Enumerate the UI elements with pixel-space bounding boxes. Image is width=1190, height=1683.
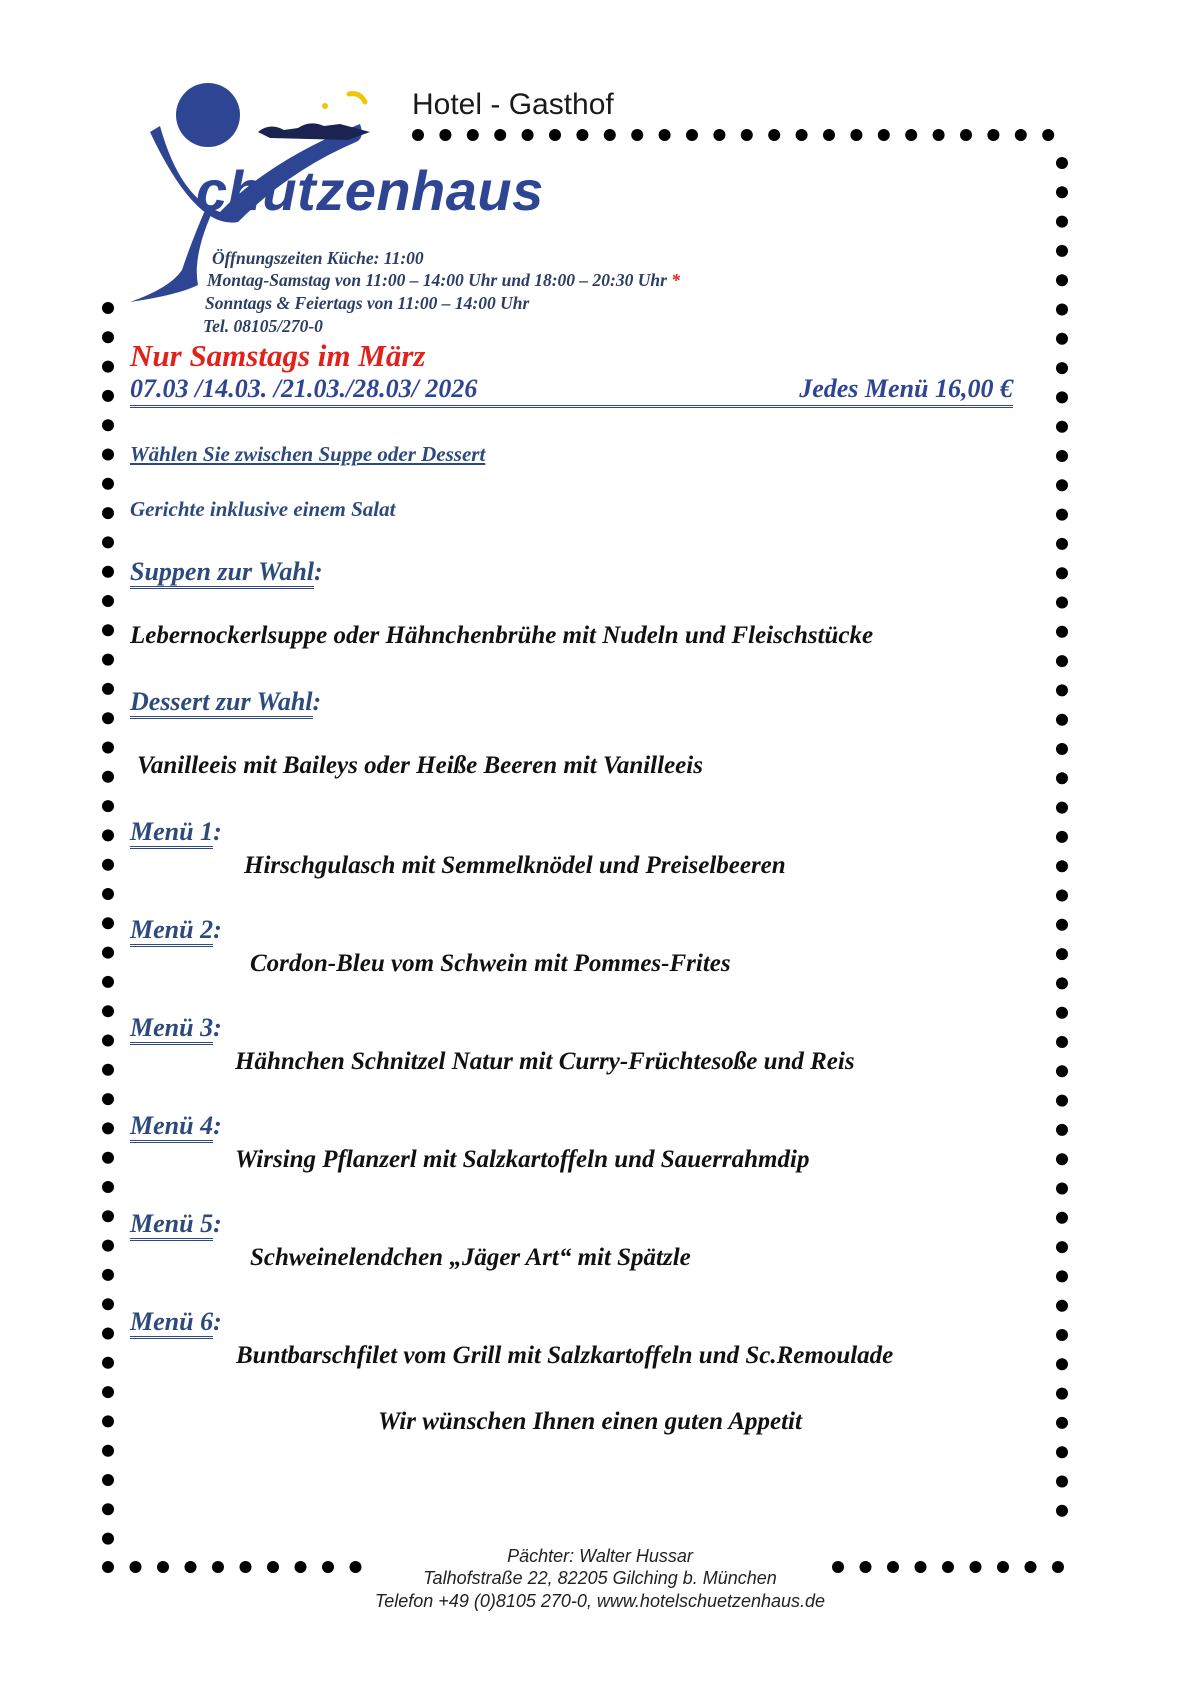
menu-5-heading: Menü 5: xyxy=(130,1209,222,1239)
weekday-hours: Montag-Samstag von 11:00 – 14:00 Uhr und 18:00 – 20:30 Uhr * xyxy=(207,270,681,290)
offer-dates-row xyxy=(130,373,1013,408)
offer-title: Nur Samstags im März xyxy=(130,338,426,373)
salad-note: Gerichte inklusive einem Salat xyxy=(130,497,396,521)
offer-dates: 07.03 /14.03. /21.03./28.03/ 2026 xyxy=(130,374,478,403)
soups-text: Lebernockerlsuppe oder Hähnchenbrühe mit Nudeln und Fleischstücke xyxy=(130,622,874,649)
menu-6-heading: Menü 6: xyxy=(130,1307,222,1337)
header-phone: Tel. 08105/270-0 xyxy=(203,316,323,336)
asterisk-mark: * xyxy=(671,270,681,290)
brand-name: chützenhaus xyxy=(196,159,544,222)
choice-note: Wählen Sie zwischen Suppe oder Dessert xyxy=(130,442,486,466)
hotel-gasthof-label: Hotel - Gasthof xyxy=(412,88,614,121)
desserts-text: Vanilleeis mit Baileys oder Heiße Beeren mit Vanilleeis xyxy=(137,752,703,779)
menu-2-heading: Menü 2: xyxy=(130,915,222,945)
menu-4-dish: Wirsing Pflanzerl mit Salzkartoffeln und Sauerrahmdip xyxy=(235,1146,810,1173)
offer-price: Jedes Menü 16,00 € xyxy=(799,374,1013,403)
menu-5-dish: Schweinelendchen „Jäger Art“ mit Spätzle xyxy=(250,1244,691,1271)
menu-6-dish: Buntbarschfilet vom Grill mit Salzkartoffeln und Sc.Remoulade xyxy=(236,1342,894,1369)
menu-4-heading: Menü 4: xyxy=(130,1111,222,1141)
kitchen-hours: Öffnungszeiten Küche: 11:00 xyxy=(212,248,424,268)
menu-3-heading: Menü 3: xyxy=(130,1013,222,1043)
menu-1-dish: Hirschgulasch mit Semmelknödel und Preiselbeeren xyxy=(244,852,786,879)
menu-2-dish: Cordon-Bleu vom Schwein mit Pommes-Frites xyxy=(250,950,731,977)
footer-address: Talhofstraße 22, 82205 Gilching b. München xyxy=(423,1568,777,1588)
footer-lessee: Pächter: Walter Hussar xyxy=(507,1546,693,1566)
soups-heading: Suppen zur Wahl: xyxy=(130,557,323,587)
closing-wish: Wir wünschen Ihnen einen guten Appetit xyxy=(378,1408,802,1435)
menu-3-dish: Hähnchen Schnitzel Natur mit Curry-Früchtesoße und Reis xyxy=(235,1048,855,1075)
menu-1-heading: Menü 1: xyxy=(130,817,222,847)
sunday-hours: Sonntags & Feiertags von 11:00 – 14:00 Uhr xyxy=(205,293,530,313)
desserts-heading: Dessert zur Wahl: xyxy=(130,687,321,717)
footer-contact: Telefon +49 (0)8105 270-0, www.hotelschuetzenhaus.de xyxy=(374,1591,826,1611)
